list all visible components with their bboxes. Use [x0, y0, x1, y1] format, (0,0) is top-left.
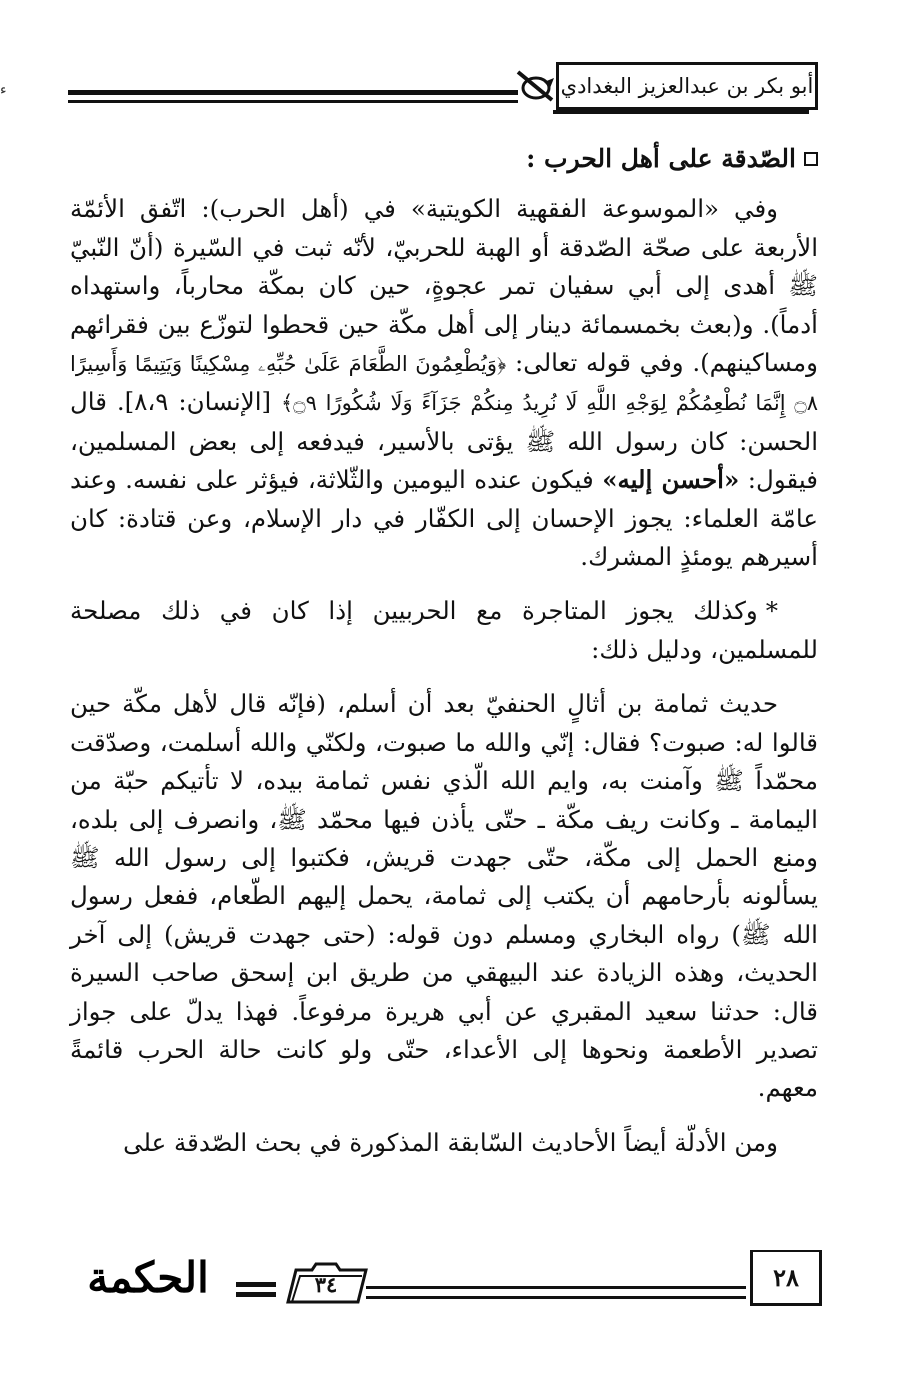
hadith-phrase: «أحسن إليه»	[602, 465, 740, 495]
issue-number: ٣٤	[314, 1272, 338, 1297]
page-number: ٢٨	[750, 1250, 822, 1306]
paragraph-2	[70, 592, 818, 669]
edge-mark: ء	[0, 82, 7, 98]
section-heading-text: الصّدقة على أهل الحرب :	[526, 144, 796, 173]
paragraph-3: حديث ثمامة بن أثالٍ الحنفيّ بعد أن أسلم، (فإنّه قال لأهل مكّة حين قالوا له: صبوت؟ فقال: إنّي والله ما صبوت، ولكنّي والله أسلمت، وصدّقت محمّداً ﷺ وآمنت به، وايم الله الّذي نفس ثمامة بيده، لا تأتيكم حبّة من اليمامة ـ وكانت ريف مكّة ـ حتّى يأذن فيها محمّد ﷺ، وانصرف إلى بلده، ومنع الحمل إلى مكّة، حتّى جهدت قريش، فكتبوا إلى رسول الله ﷺ يسألونه بأرحامهم أن يكتب إلى ثمامة، يحمل إليهم الطّعام، ففعل رسول الله ﷺ) رواه البخاري ومسلم دون قوله: (حتى جهدت قريش) إلى آخر الحديث، وهذه الزيادة عند البيهقي من طريق ابن إسحق صاحب السيرة قال: حدثنا سعيد المقبري عن أبي هريرة مرفوعاً. فهذا يدلّ على جواز تصدير الأطعمة ونحوها إلى الأعداء، حتّى ولو كانت حالة الحرب قائمةً معهم.	[70, 689, 818, 1103]
section-heading	[70, 140, 818, 178]
paragraph-1-end: فيكون عنده اليومين والثّلاثة، فيؤثر على نفسه. وعند عامّة العلماء: يجوز الإحسان إلى الكفّار في دار الإسلام، وعن قتادة: كان أسيرهم يومئذٍ المشرك.	[70, 465, 818, 572]
pen-icon	[514, 68, 556, 104]
quran-reference: [الإنسان: ٨،٩].	[106, 387, 281, 417]
checkbox-icon	[804, 152, 818, 166]
author-name: أبو بكر بن عبدالعزيز البغدادي	[556, 62, 818, 110]
footer-rule	[366, 1296, 746, 1299]
page-footer	[70, 1250, 822, 1310]
paragraph-4: ومن الأدلّة أيضاً الأحاديث السّابقة المذكورة في بحث الصّدقة على	[123, 1127, 778, 1157]
equals-mark	[236, 1282, 276, 1302]
paragraph-1-continued: قال الحسن: كان رسول الله ﷺ يؤتى بالأسير، فيدفعه إلى بعض المسلمين، فيقول:	[70, 387, 818, 495]
page-header	[68, 62, 818, 118]
magazine-logo: الحكمة	[87, 1253, 209, 1302]
article-body	[70, 140, 818, 1162]
quran-verse: ﴿وَيُطْعِمُونَ الطَّعَامَ عَلَىٰ حُبِّهِۦ مِسْكِينًا وَيَتِيمًا وَأَسِيرًا ۝٨ إِنَّمَا نُطْعِمُكُمْ لِوَجْهِ اللَّهِ لَا نُرِيدُ مِنكُمْ جَزَآءً وَلَا شُكُورًا ۝٩﴾	[70, 352, 818, 416]
header-rule	[68, 100, 518, 103]
paragraph-1-text: وفي «الموسوعة الفقهية الكويتية» في (أهل الحرب): اتّفق الأئمّة الأربعة على صحّة الصّدقة أو الهبة للحربيّ، لأنّه ثبت في السّيرة (أنّ النّبيّ ﷺ أهدى إلى أبي سفيان تمر عجوةٍ، حين كان بمكّة محارباً، واستهداه أدماً). و(بعث بخمسمائة دينار إلى أهل مكّة حين قحطوا لتوزّع بين فقرائهم ومساكينهم). وفي قوله تعالى:	[70, 194, 818, 378]
header-rule	[68, 90, 518, 95]
footer-rule	[366, 1286, 746, 1289]
paragraph-1	[70, 190, 818, 576]
paragraph-2-text: وكذلك يجوز المتاجرة مع الحربيين إذا كان في ذلك مصلحة للمسلمين، ودليل ذلك:	[70, 596, 818, 664]
bullet-star: *	[765, 596, 778, 626]
issue-badge	[282, 1262, 368, 1304]
